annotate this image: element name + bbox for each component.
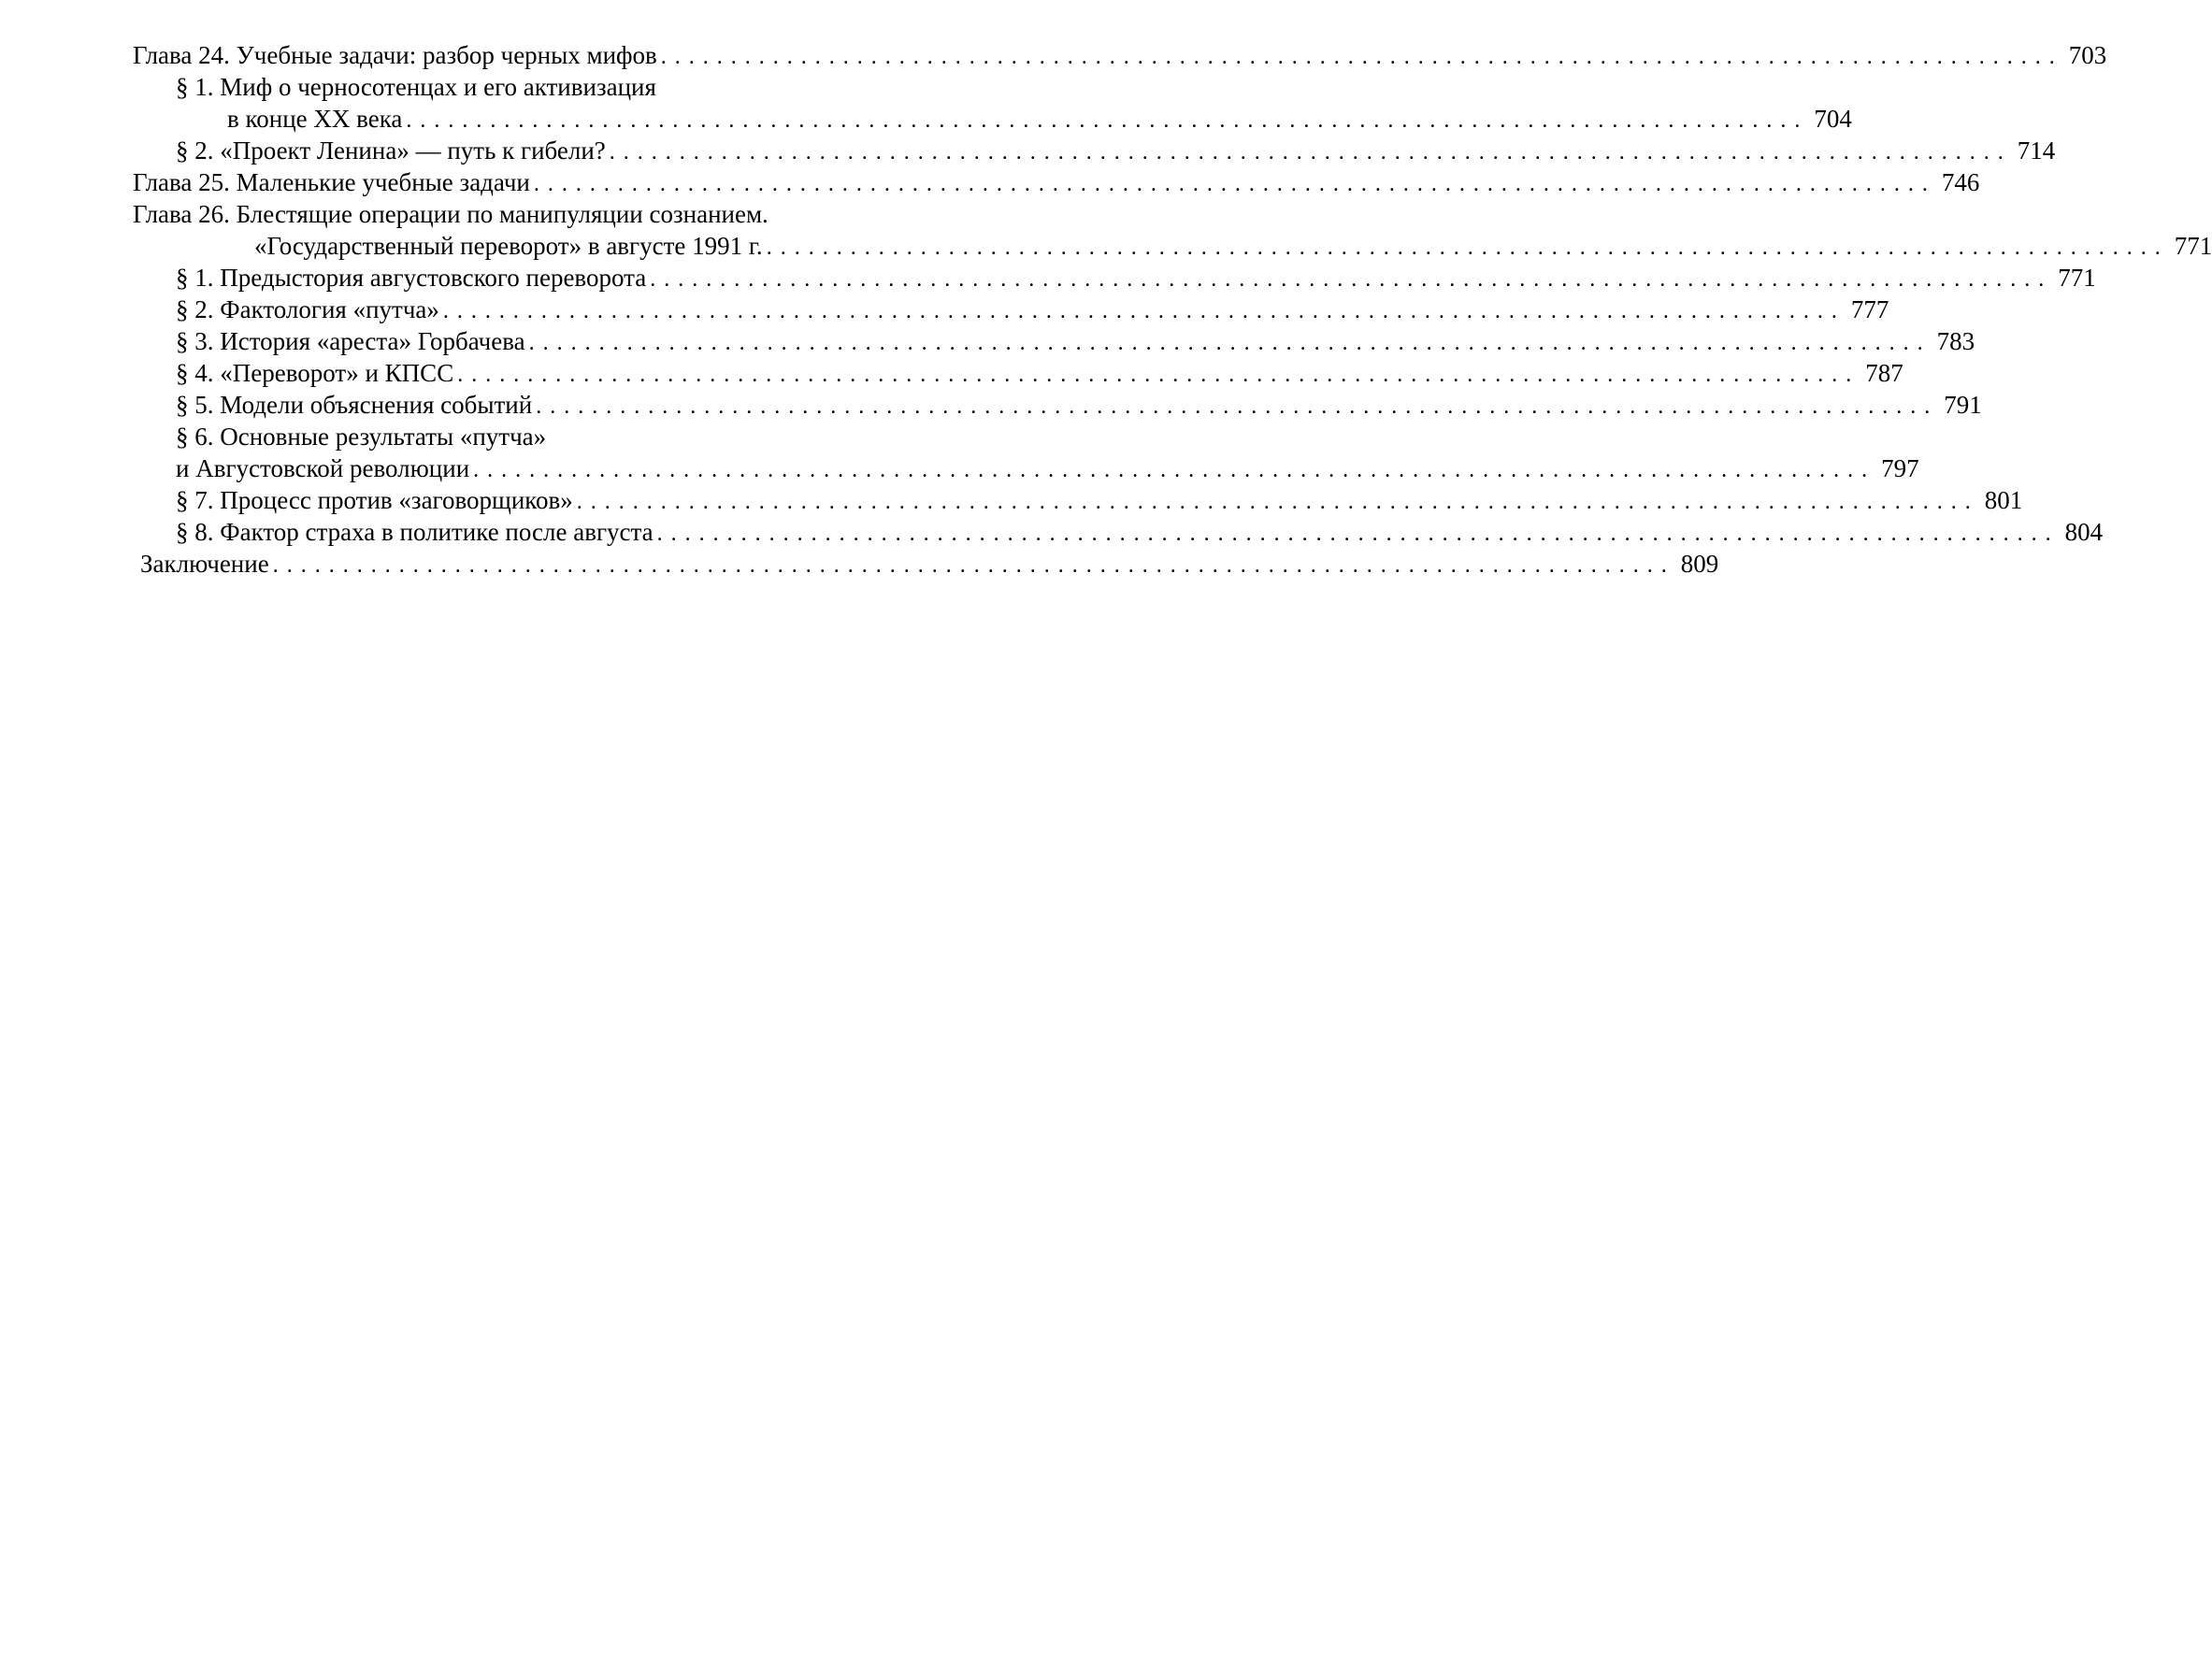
- toc-entry-title: в конце XX века: [227, 103, 406, 135]
- toc-entry-page: 809: [1675, 548, 1719, 580]
- toc-line: [0, 166, 1980, 198]
- toc-entry-page: 804: [2060, 516, 2104, 548]
- toc-entry-page: 704: [1808, 103, 1852, 135]
- toc-entry-title: «Государственный переворот» в августе 1991 г.: [254, 230, 767, 262]
- toc-entry-title: § 3. История «ареста» Горбачева: [176, 325, 529, 357]
- toc-line: [0, 389, 1982, 421]
- toc-entry-page: 787: [1860, 357, 1903, 389]
- dot-leader: ....................................................................................................: [272, 553, 1675, 578]
- toc-entry-page: 797: [1875, 452, 1919, 484]
- dot-leader: ....................................................................................................: [650, 267, 2053, 292]
- toc-entry-title: § 7. Процесс против «заговорщиков»: [176, 484, 577, 516]
- toc-entry-page: 746: [1936, 166, 1980, 198]
- toc-entry-page: 703: [2063, 39, 2107, 71]
- toc-entry-section: [176, 325, 1975, 359]
- toc-line: [0, 103, 1852, 135]
- toc-entry-title: Глава 25. Маленькие учебные задачи: [133, 166, 534, 198]
- toc-entry-title: § 6. Основные результаты «путча»: [176, 423, 550, 451]
- toc-entry-page: 771: [2169, 230, 2212, 262]
- toc-line: [0, 294, 1889, 325]
- toc-entry-page: 791: [1938, 389, 1982, 421]
- toc-line: [0, 452, 1919, 484]
- toc-entry-chapter-25: [133, 166, 1980, 200]
- toc-entry-section: [176, 357, 1903, 391]
- toc-line: [0, 484, 2023, 516]
- toc-entry-conclusion: [140, 548, 1719, 581]
- toc-entry-chapter-24: [133, 39, 2107, 73]
- toc-entry-title: § 1. Предыстория августовского переворота: [176, 262, 650, 294]
- toc-entry-page: 771: [2052, 262, 2096, 294]
- toc-entry-continuation: [227, 103, 1852, 136]
- toc-entry-page: 777: [1846, 294, 1889, 325]
- table-of-contents: [0, 39, 2212, 580]
- toc-entry-title: § 5. Модели объяснения событий: [176, 389, 536, 421]
- dot-leader: ....................................................................................................: [528, 331, 1932, 355]
- dot-leader: ....................................................................................................: [536, 394, 1939, 419]
- toc-line: [0, 230, 2212, 262]
- toc-line: [0, 548, 1719, 580]
- toc-entry-section: [176, 71, 989, 103]
- toc-line: [0, 421, 1122, 452]
- toc-line: [0, 135, 2056, 166]
- toc-entry-title: и Августовской революции: [176, 452, 473, 484]
- toc-entry-title: § 2. «Проект Ленина» — путь к гибели?: [176, 135, 610, 166]
- toc-entry-section: [176, 294, 1889, 327]
- toc-entry-section: [176, 421, 989, 452]
- dot-leader: ....................................................................................................: [766, 236, 2169, 260]
- toc-line: [0, 357, 1903, 389]
- dot-leader: ....................................................................................................: [660, 45, 2063, 69]
- toc-line: [0, 71, 1122, 103]
- dot-leader: ....................................................................................................: [533, 172, 1936, 196]
- dot-leader: ....................................................................................................: [457, 363, 1860, 387]
- toc-entry-section: [176, 484, 2023, 518]
- toc-entry-title: § 8. Фактор страха в политике после августа: [176, 516, 657, 548]
- toc-entry-section: [176, 262, 2096, 295]
- dot-leader: ....................................................................................................: [656, 522, 2060, 546]
- dot-leader: ....................................................................................................: [442, 299, 1846, 323]
- toc-entry-title: Заключение: [140, 548, 273, 580]
- toc-line: [0, 325, 1975, 357]
- toc-entry-continuation: [176, 452, 1919, 486]
- toc-entry-title: Глава 24. Учебные задачи: разбор черных мифов: [133, 39, 661, 71]
- toc-entry-title: § 1. Миф о черносотенцах и его активизация: [176, 73, 660, 101]
- toc-line: [0, 516, 2104, 548]
- dot-leader: ....................................................................................................: [576, 490, 1979, 514]
- dot-leader: ....................................................................................................: [406, 108, 1809, 133]
- dot-leader: ....................................................................................................: [609, 140, 2012, 165]
- toc-entry-title: § 4. «Переворот» и КПСС: [176, 357, 457, 389]
- toc-entry-title: Глава 26. Блестящие операции по манипуляции сознанием.: [133, 200, 772, 228]
- dot-leader: ....................................................................................................: [473, 458, 1876, 482]
- toc-entry-section: [176, 516, 2104, 550]
- toc-entry-section: [176, 389, 1982, 423]
- toc-line: [0, 39, 2107, 71]
- toc-entry-chapter-26: [133, 198, 989, 230]
- toc-entry-page: 801: [1979, 484, 2023, 516]
- toc-entry-page: 714: [2012, 135, 2056, 166]
- toc-entry-section: [176, 135, 2056, 168]
- toc-entry-title: § 2. Фактология «путча»: [176, 294, 443, 325]
- toc-line: [0, 262, 2096, 294]
- toc-line: [0, 198, 1122, 230]
- toc-entry-continuation: [254, 230, 2212, 264]
- toc-entry-page: 783: [1932, 325, 1975, 357]
